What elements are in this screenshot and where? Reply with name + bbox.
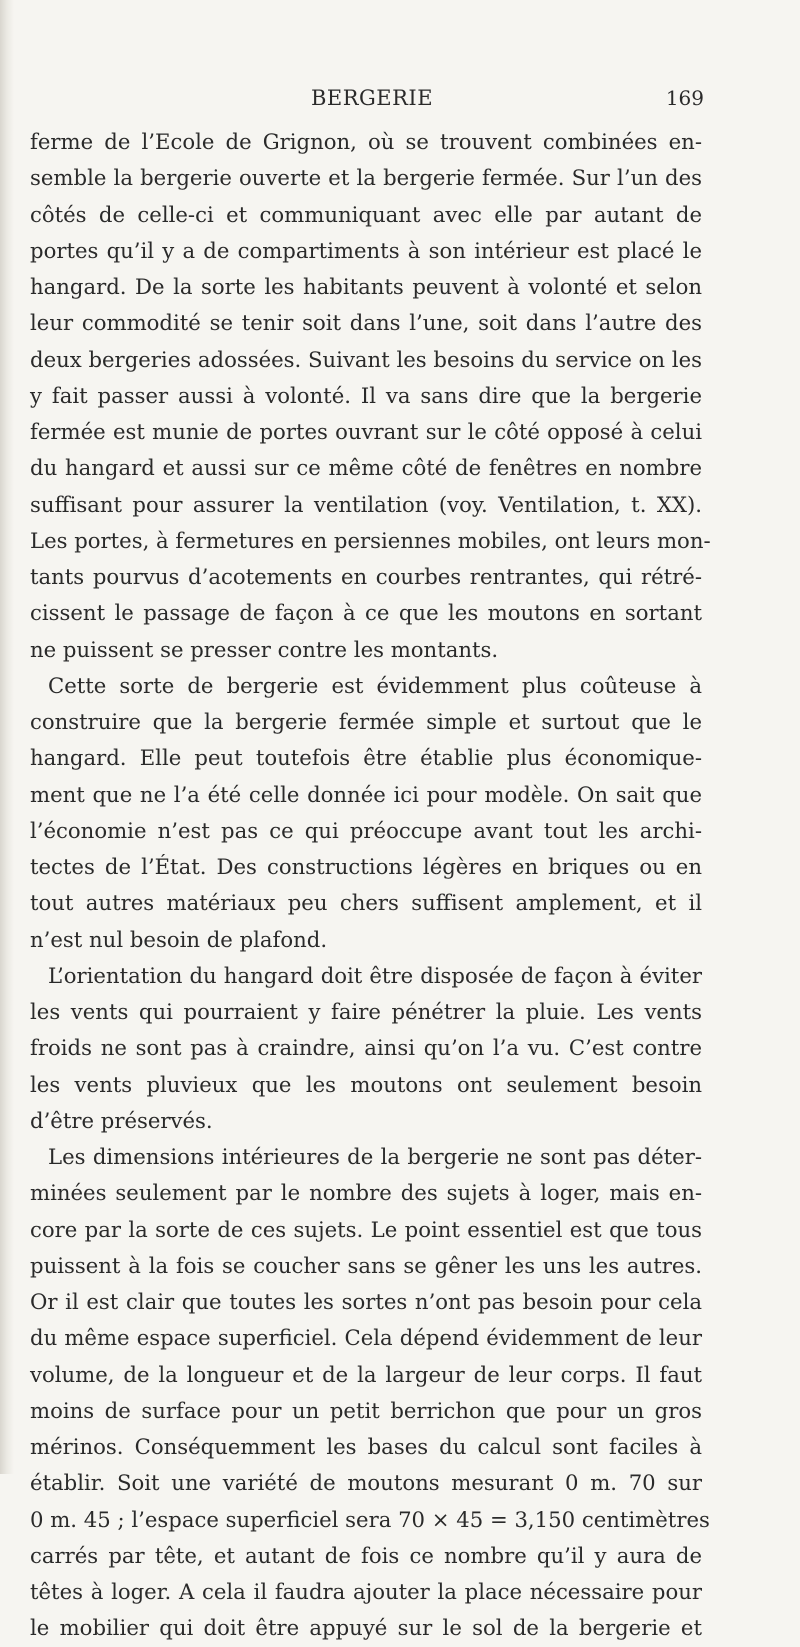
- text-line: Cette sorte de bergerie est évidemment plus coûteuse à: [48, 672, 702, 698]
- text-line: L’orientation du hangard doit être disposée de façon à éviter: [48, 962, 702, 988]
- text-line: tout autres matériaux peu chers suffisent amplement, et il: [30, 890, 702, 916]
- text-line: tectes de l’État. Des constructions légères en briques ou en: [30, 854, 702, 879]
- text-line: n’est nul besoin de plafond.: [30, 926, 328, 952]
- text-line: ne puissent se presser contre les montants.: [30, 636, 499, 662]
- text-line: le mobilier qui doit être appuyé sur le sol de la bergerie et: [30, 1615, 702, 1641]
- text-line: Les dimensions intérieures de la bergerie ne sont pas déter-: [48, 1144, 702, 1169]
- text-line: ferme de l’Ecole de Grignon, où se trouvent combinées en-: [30, 129, 702, 154]
- text-line: suffisant pour assurer la ventilation (voy. Ventilation, t. XX).: [30, 491, 702, 517]
- text-line: core par la sorte de ces sujets. Le point essentiel est que tous: [30, 1216, 702, 1242]
- running-title: BERGERIE: [310, 86, 434, 110]
- text-line: minées seulement par le nombre des sujets à loger, mais en-: [30, 1180, 702, 1206]
- text-line: tants pourvus d’acotements en courbes rentrantes, qui rétré-: [30, 564, 702, 589]
- page-number: 169: [665, 86, 704, 110]
- text-line: Les portes, à fermetures en persiennes mobiles, ont leurs mon-: [30, 527, 711, 553]
- text-line: hangard. Elle peut toutefois être établie plus économique-: [30, 745, 702, 771]
- text-line: moins de surface pour un petit berrichon que pour un gros: [30, 1397, 702, 1423]
- text-line: fermée est munie de portes ouvrant sur le côté opposé à celui: [30, 419, 702, 444]
- text-line: d’être préservés.: [30, 1107, 213, 1133]
- body-text: [30, 124, 711, 1647]
- text-line: ment que ne l’a été celle donnée ici pour modèle. On sait que: [30, 781, 702, 807]
- text-line: froids ne sont pas à craindre, ainsi qu’on l’a vu. C’est contre: [30, 1035, 702, 1061]
- text-line: portes qu’il y a de compartiments à son intérieur est placé le: [30, 237, 702, 263]
- text-line: y fait passer aussi à volonté. Il va sans dire que la bergerie: [30, 382, 702, 408]
- text-line: construire que la bergerie fermée simple et surtout que le: [30, 709, 702, 734]
- text-line: établir. Soit une variété de moutons mesurant 0 m. 70 sur: [30, 1470, 702, 1496]
- text-line: cissent le passage de façon à ce que les moutons en sortant: [30, 600, 702, 626]
- text-line: du hangard et aussi sur ce même côté de fenêtres en nombre: [30, 455, 702, 481]
- text-line: les vents pluvieux que les moutons ont seulement besoin: [30, 1071, 702, 1097]
- text-line: carrés par tête, et autant de fois ce nombre qu’il y aura de: [30, 1542, 702, 1568]
- text-line: mérinos. Conséquemment les bases du calcul sont faciles à: [30, 1434, 702, 1459]
- text-line: du même espace superficiel. Cela dépend évidemment de leur: [30, 1325, 702, 1351]
- text-line: Or il est clair que toutes les sortes n’ont pas besoin pour cela: [30, 1289, 702, 1314]
- text-line: hangard. De la sorte les habitants peuvent à volonté et selon: [30, 274, 702, 299]
- text-line: deux bergeries adossées. Suivant les besoins du service on les: [30, 346, 702, 372]
- text-line: leur commodité se tenir soit dans l’une, soit dans l’autre des: [30, 310, 702, 336]
- text-line: puissent à la fois se coucher sans se gêner les uns les autres.: [30, 1252, 702, 1278]
- page-header: [40, 86, 704, 116]
- text-line: têtes à loger. A cela il faudra ajouter la place nécessaire pour: [30, 1579, 702, 1604]
- text-line: 0 m. 45 ; l’espace superficiel sera 70 × 45 = 3,150 centimètres: [30, 1506, 710, 1532]
- text-line: volume, de la longueur et de la largeur de leur corps. Il faut: [30, 1361, 702, 1387]
- text-line: l’économie n’est pas ce qui préoccupe avant tout les archi-: [30, 817, 702, 843]
- page-left-edge-shadow: [0, 0, 14, 1474]
- text-line: côtés de celle-ci et communiquant avec elle par autant de: [30, 201, 702, 227]
- text-line: semble la bergerie ouverte et la bergerie fermée. Sur l’un des: [30, 165, 702, 191]
- text-line: les vents qui pourraient y faire pénétrer la pluie. Les vents: [30, 999, 702, 1024]
